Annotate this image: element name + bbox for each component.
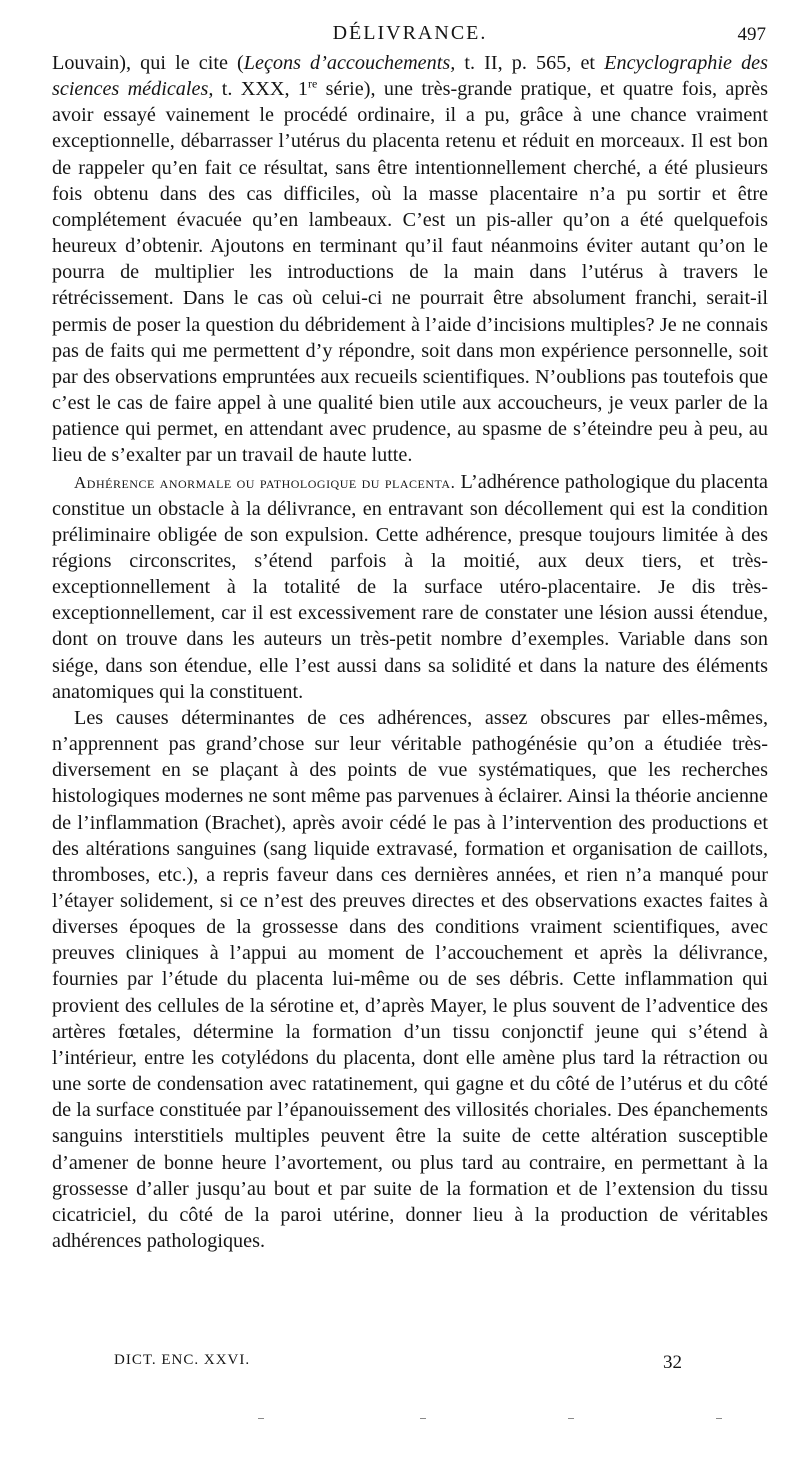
- print-speck: [258, 1418, 264, 1419]
- citation-title: Leçons d’accouchements,: [243, 52, 456, 74]
- running-head: [52, 22, 768, 50]
- page-footer: [62, 1352, 682, 1376]
- signature-label: DICT. ENC. XXVI.: [114, 1352, 251, 1368]
- paragraph-adherence: [52, 469, 768, 705]
- book-page: [52, 22, 768, 1254]
- body-text: [52, 50, 768, 1254]
- paragraph-text: série), une très-grande pratique, et quatre fois, après avoir essayé vainement le procédé ordinaire, il a pu, grâce à une chance vraiment exceptionnelle, débarrasser l’utérus du placenta retenu et réduit en morceaux. Il est bon de rappeler qu’en fait ce résultat, sans être intentionnellement cherché, a été plusieurs fois obtenu dans des cas difficiles, où la masse placentaire n’a pu sortir et être complétement évacuée qu’en lambeaux. C’est un pis-aller qu’on a été quelquefois heureux d’obtenir. Ajoutons en terminant qu’il faut néanmoins éviter autant qu’on le pourra de multiplier les introductions de la main dans l’utérus à travers le rétrécissement. Dans le cas où celui-ci ne pourrait être absolument franchi, serait-il permis de poser la question du débridement à l’aide d’incisions multiples? Je ne connais pas de faits qui me permettent d’y répondre, soit dans mon expérience personnelle, soit par des observations empruntées aux recueils scientifiques. N’oublions pas toutefois que c’est le cas de faire appel à une qualité bien utile aux accoucheurs, je veux parler de la patience qui permet, en attendant avec prudence, au spasme de s’éteindre peu à peu, au lieu de s’exalter par un travail de haute lutte.: [52, 78, 768, 467]
- print-specks: [0, 1418, 800, 1424]
- citation-title: Encyclographie des sciences médicales,: [52, 52, 768, 101]
- print-speck: [716, 1418, 722, 1419]
- paragraph-text: t. II, p. 565, et: [455, 52, 605, 74]
- paragraph-text: Louvain), qui le cite (: [52, 52, 244, 74]
- print-speck: [420, 1418, 426, 1419]
- running-title: DÉLIVRANCE.: [332, 22, 488, 44]
- page-number: 497: [737, 24, 766, 45]
- print-speck: [568, 1418, 574, 1419]
- section-heading: Adhérence anormale ou pathologique du placenta.: [74, 472, 456, 492]
- paragraph-text: L’adhérence pathologique du placenta constitue un obstacle à la délivrance, en entravant son décollement qui est la condition préliminaire obligée de son expulsion. Cette adhérence, presque toujours limitée à des régions circonscrites, s’étend parfois à la moitié, aux deux tiers, et très-exceptionnellement à la totalité de la surface utéro-placentaire. Je dis très-exceptionnellement, car il est excessivement rare de constater une lésion aussi étendue, dont on trouve dans les auteurs un très-petit nombre d’exemples. Variable dans son siége, dans son étendue, elle l’est aussi dans sa solidité et dans la nature des éléments anatomiques qui la constituent.: [52, 470, 769, 703]
- superscript: re: [307, 76, 318, 91]
- paragraph-text: Les causes déterminantes de ces adhérences, assez obscures par elles-mêmes, n’apprennent pas grand’chose sur leur véritable pathogénésie qu’on a étudiée très-diversement en se plaçant à des points de vue systématiques, que les recherches histologiques modernes ne sont même pas parvenues à éclairer. Ainsi la théorie ancienne de l’inflammation (Brachet), après avoir cédé le pas à l’intervention des productions et des altérations sanguines (sang liquide extravasé, formation et organisation de caillots, thromboses, etc.), a repris faveur dans ces dernières années, et rien n’a manqué pour l’étayer solidement, si ce n’est des preuves directes et des observations exactes faites à diverses époques de la grossesse dans des conditions vraiment scientifiques, avec preuves cliniques à l’appui au moment de l’accouchement et après la délivrance, fournies par l’étude du placenta lui-même ou de ses débris. Cette inflammation qui provient des cellules de la sérotine et, d’après Mayer, le plus souvent de l’adventice des artères fœtales, détermine la formation d’un tissu conjonctif jeune qui s’étend à l’intérieur, entre les cotylédons du placenta, dont elle amène plus tard la rétraction ou une sorte de condensation avec ratatinement, qui gagne et du côté de l’utérus et du côté de la surface constituée par l’épanouissement des villosités choriales. Des épanchements sanguins interstitiels multiples peuvent être la suite de cette altération susceptible d’amener de bonne heure l’avortement, ou plus tard au contraire, en permettant à la grossesse d’aller jusqu’au bout et par suite de la formation et de l’extension du tissu cicatriciel, du côté de la paroi utérine, donner lieu à la production de véritables adhérences pathologiques.: [52, 706, 768, 1253]
- signature-number: 32: [663, 1352, 682, 1373]
- paragraph-text: t. XXX, 1: [213, 78, 308, 101]
- paragraph-continuation: [52, 50, 768, 469]
- paragraph-causes: [52, 705, 768, 1254]
